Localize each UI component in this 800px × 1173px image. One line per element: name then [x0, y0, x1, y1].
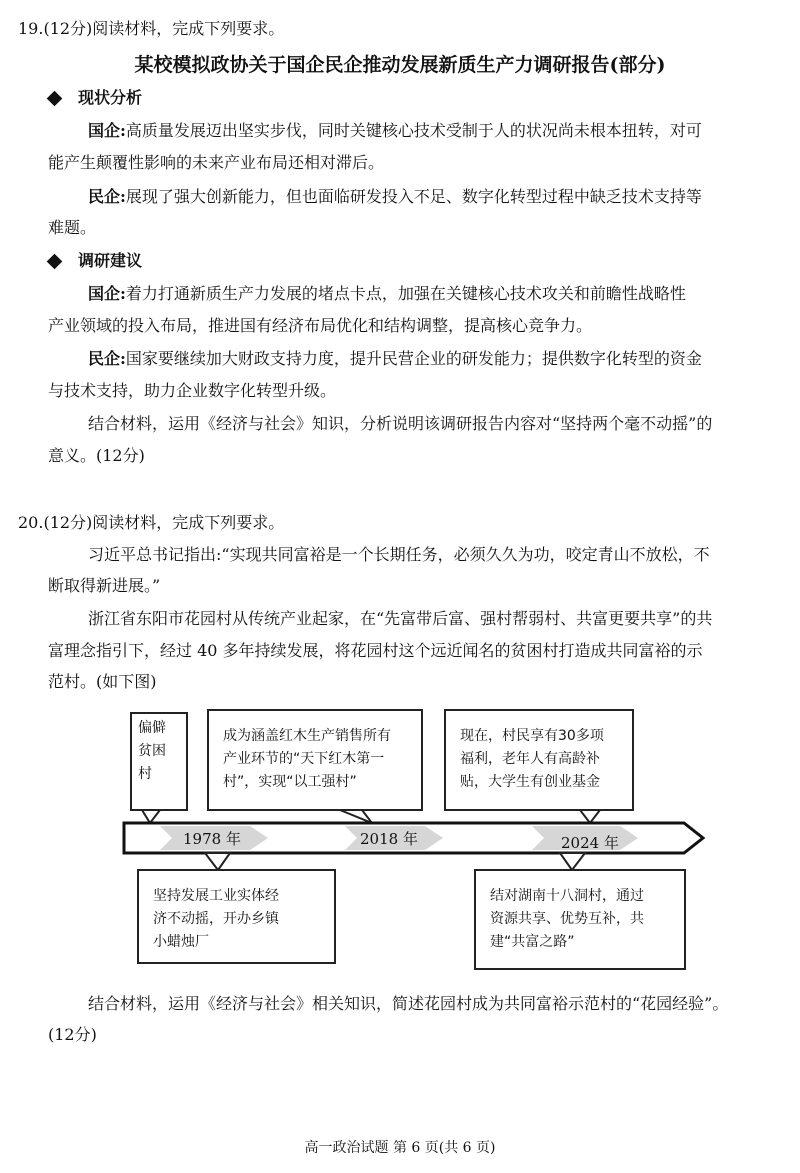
diamond-bullet-icon [47, 90, 63, 106]
p1-text-a: 高质量发展迈出坚实步伐，同时关键核心技术受制于人的状况尚未根本扭转，对可 [125, 121, 702, 140]
box5-line: 建“共富之路” [490, 934, 575, 950]
p2-line2: 难题。 [48, 218, 97, 237]
box3-line: 贴，大学生有创业基金 [460, 774, 600, 790]
diamond-bullet-icon [47, 253, 63, 269]
box3-line: 现在，村民享有30多项 [460, 728, 604, 744]
page-footer: 高一政治试题 第 6 页(共 6 页) [304, 1140, 496, 1156]
p4-line2: 与技术支持，助力企业数字化转型升级。 [48, 381, 337, 400]
p4-text-a: 国家要继续加大财政支持力度，提升民营企业的研发能力；提供数字化转型的资金 [125, 349, 702, 368]
q20-para-line1: 浙江省东阳市花园村从传统产业起家，在“先富带后富、强村帮弱村、共富更要共享”的共 [88, 609, 713, 628]
q20-ask-line2: (12分) [48, 1025, 97, 1044]
p2-line1 [88, 186, 702, 208]
section-status-label: 现状分析 [78, 88, 143, 107]
box2-pointer [340, 810, 372, 823]
box1-line: 偏僻 [138, 720, 166, 736]
box4-pointer [205, 853, 230, 870]
q19-ask-line1: 结合材料，运用《经济与社会》知识，分析说明该调研报告内容对“坚持两个毫不动摇”的 [88, 414, 713, 433]
q20-quote-line1: 习近平总书记指出:“实现共同富裕是一个长期任务，必须久久为功，咬定青山不放松，不 [88, 545, 710, 564]
timeline-box-poor-village [130, 712, 188, 811]
box4-line: 坚持发展工业实体经 [153, 888, 279, 904]
q20-para-line2: 富理念指引下，经过 40 多年持续发展，将花园村这个远近闻名的贫困村打造成共同富裕的示 [48, 641, 703, 660]
p1-label: 国企: [88, 121, 126, 140]
timeline-box-industry [137, 869, 336, 964]
timeline-box-pairing [474, 869, 686, 970]
q19-header: 19.(12分)阅读材料，完成下列要求。 [18, 19, 285, 38]
box4-line: 济不动摇，开办乡镇 [153, 911, 279, 927]
box2-line: 村”，实现“以工强村” [223, 774, 357, 790]
p3-text-a: 着力打通新质生产力发展的堵点卡点，加强在关键核心技术攻关和前瞻性战略性 [125, 284, 686, 303]
p4-line1 [88, 348, 702, 370]
timeline-box-redwood [207, 709, 423, 811]
year-2024: 2024 年 [561, 834, 619, 852]
q20-ask-line1: 结合材料，运用《经济与社会》相关知识，简述花园村成为共同富裕示范村的“花园经验”。 [88, 994, 729, 1013]
box3-pointer [580, 810, 600, 823]
box3-line: 福利，老年人有高龄补 [460, 751, 600, 767]
p2-label: 民企: [88, 187, 126, 206]
p3-line1 [88, 283, 686, 305]
box1-line: 贫困 [138, 743, 166, 759]
box4-line: 小蜡烛厂 [153, 934, 209, 950]
timeline-box-welfare [444, 709, 634, 811]
section-status [45, 87, 142, 109]
section-suggest-label: 调研建议 [78, 251, 143, 270]
p3-line2: 产业领域的投入布局，推进国有经济布局优化和结构调整，提高核心竞争力。 [48, 316, 593, 335]
box2-line: 产业环节的“天下红木第一 [223, 751, 385, 767]
report-title: 某校模拟政协关于国企民企推动发展新质生产力调研报告(部分) [134, 54, 666, 76]
q19-ask-line2: 意义。(12分) [48, 446, 145, 465]
p3-label: 国企: [88, 284, 126, 303]
box5-line: 结对湖南十八洞村，通过 [490, 888, 644, 904]
p1-line1 [88, 120, 702, 142]
q20-header: 20.(12分)阅读材料，完成下列要求。 [18, 513, 285, 532]
section-suggest [45, 250, 142, 272]
year-2018: 2018 年 [360, 830, 418, 848]
box1-line: 村 [138, 766, 152, 782]
p2-text-a: 展现了强大创新能力，但也面临研发投入不足、数字化转型过程中缺乏技术支持等 [125, 187, 702, 206]
q20-para-line3: 范村。(如下图) [48, 672, 157, 691]
box5-line: 资源共享、优势互补，共 [490, 911, 644, 927]
box2-line: 成为涵盖红木生产销售所有 [223, 728, 391, 744]
p1-line2: 能产生颠覆性影响的未来产业布局还相对滞后。 [48, 153, 385, 172]
box1-pointer [142, 810, 160, 823]
box5-pointer [560, 853, 585, 870]
q20-quote-line2: 断取得新进展。” [48, 576, 161, 595]
p4-label: 民企: [88, 349, 126, 368]
year-1978: 1978 年 [183, 830, 241, 848]
